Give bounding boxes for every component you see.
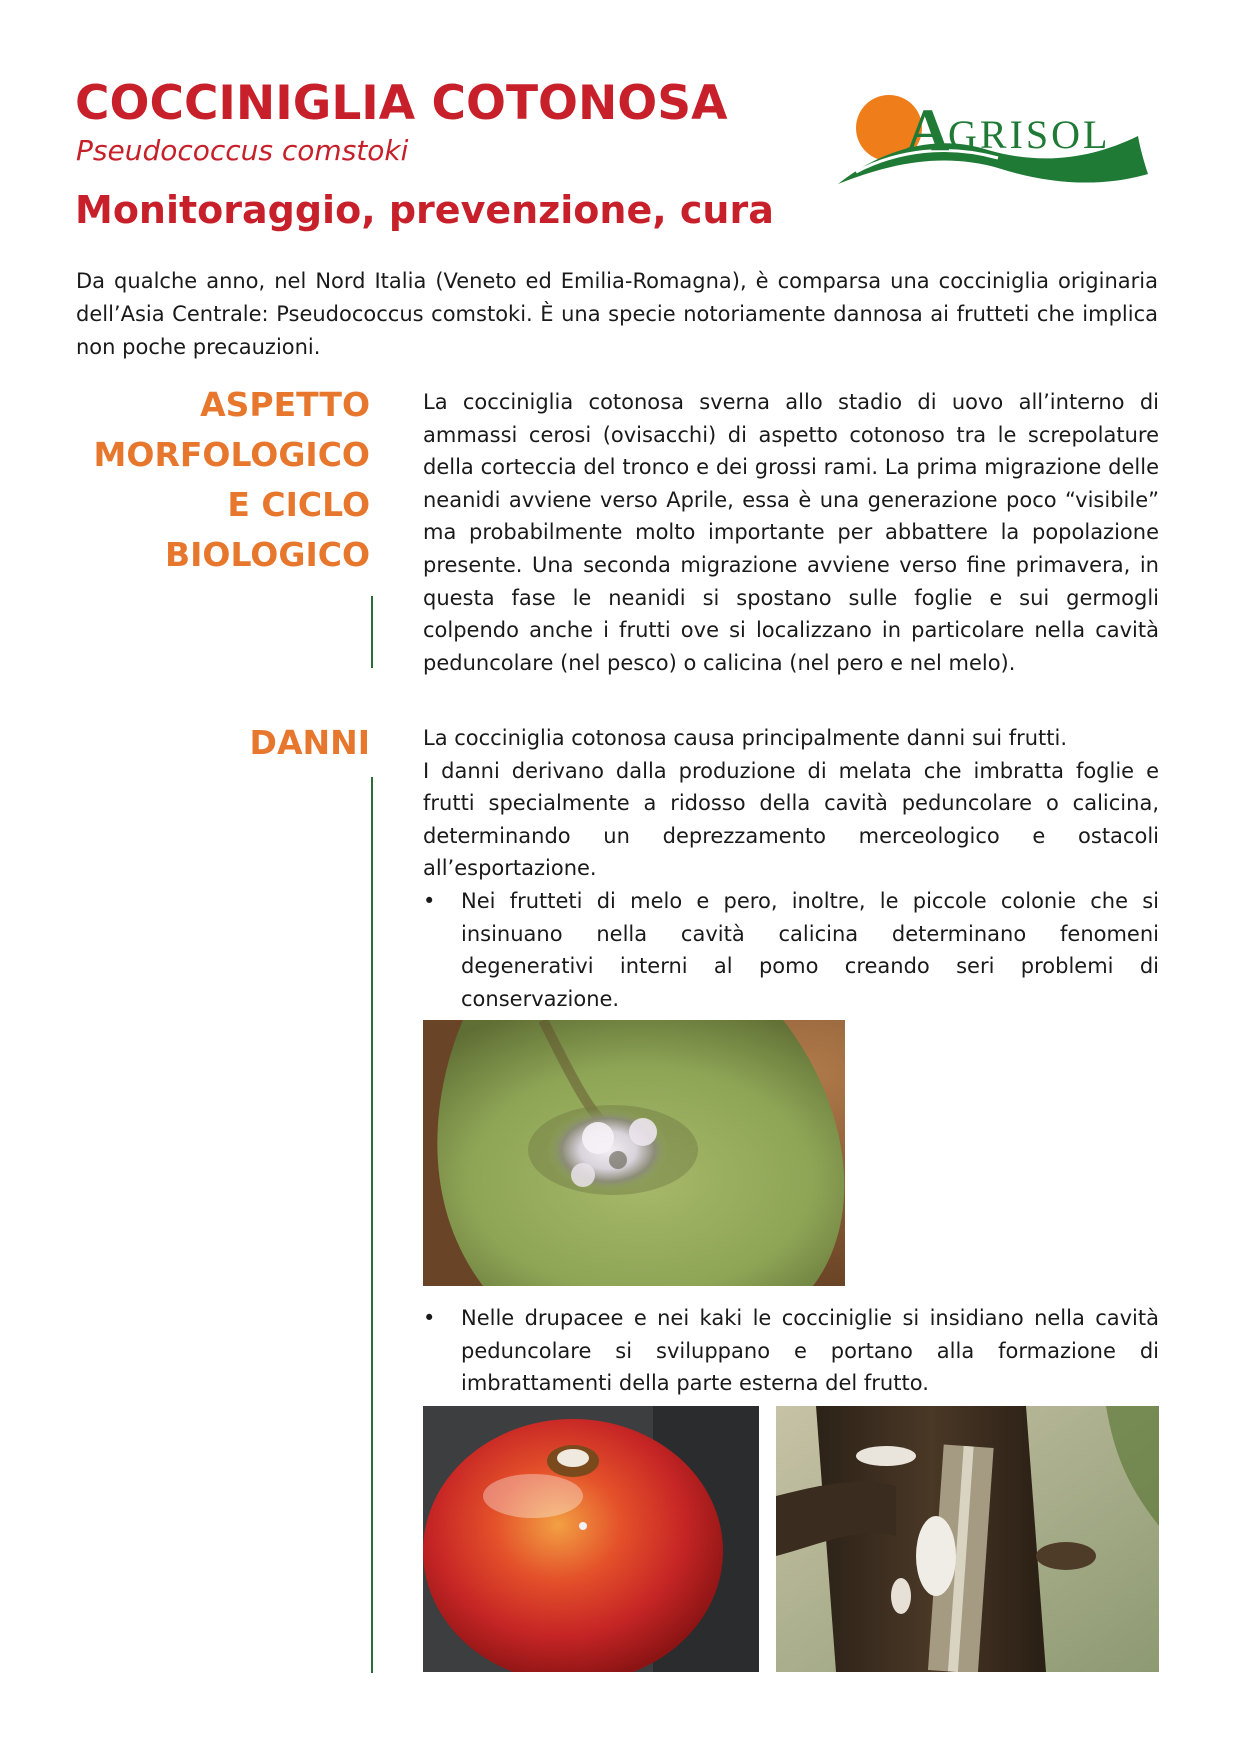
page-subheading: Monitoraggio, prevenzione, cura	[75, 188, 774, 232]
section-heading-line: DANNI	[249, 723, 370, 762]
logo-letter-a: A	[906, 97, 950, 163]
section-divider	[371, 777, 373, 1673]
photo-trunk	[776, 1406, 1159, 1672]
section-heading-line: MORFOLOGICO	[93, 435, 370, 474]
agrisol-logo-graphic	[838, 92, 1158, 192]
scientific-name: Pseudococcus comstoki	[76, 134, 409, 167]
bullet-item	[423, 885, 1159, 1015]
logo-text: GRISOL	[948, 112, 1111, 157]
page-title: COCCINIGLIA COTONOSA	[75, 76, 728, 131]
section-heading-line: BIOLOGICO	[164, 535, 370, 574]
bullet-icon: •	[423, 888, 436, 913]
paragraph: La cocciniglia cotonosa causa principalmente danni sui frutti.	[423, 726, 1068, 750]
agrisol-logo	[838, 92, 1158, 192]
section-heading-line: E CICLO	[227, 485, 370, 524]
bullet-item	[423, 1302, 1159, 1400]
bullet-text: Nelle drupacee e nei kaki le cocciniglie si insidiano nella cavità peduncolare si sviluppano e portano alla formazione di imbrattamenti della parte esterna del frutto.	[461, 1306, 1159, 1396]
paragraph: La cocciniglia cotonosa sverna allo stadio di uovo all’interno di ammassi cerosi (ovisacchi) di aspetto cotonoso tra le screpolature della corteccia del tronco e dei grossi rami. La prima migrazione delle neanidi avviene verso Aprile, essa è una generazione poco “visibile” ma probabilmente molto importante per abbattere la popolazione presente. Una seconda migrazione avviene verso fine primavera, in questa fase le neanidi si spostano sulle foglie e sui germogli colpendo anche i frutti ove si localizzano in particolare nella cavità peduncolare (nel pesco) o calicina (nel pero e nel melo).	[423, 390, 1159, 675]
section-text-danni-2	[423, 1302, 1159, 1400]
section-text-danni	[423, 722, 1159, 1015]
section-heading-line: ASPETTO	[200, 385, 370, 424]
paragraph: I danni derivano dalla produzione di melata che imbratta foglie e frutti specialmente a ridosso della cavità peduncolare o calicina, determinando un deprezzamento merceologico e ostacoli all’esportazione.	[423, 758, 1159, 881]
section-heading-danni	[250, 718, 370, 768]
section-text-morfologia	[423, 386, 1159, 679]
bullet-text: Nei frutteti di melo e pero, inoltre, le piccole colonie che si insinuano nella cavità calicina determinano fenomeni degenerativi interni al pomo creando seri problemi di conservazione.	[461, 888, 1159, 1011]
intro-paragraph: Da qualche anno, nel Nord Italia (Veneto ed Emilia-Romagna), è comparsa una cocciniglia originaria dell’Asia Centrale: Pseudococcus comstoki. È una specie notoriamente dannosa ai frutteti che implica non poche precauzioni.	[76, 269, 1158, 359]
photo-peach	[423, 1406, 759, 1672]
bullet-icon: •	[423, 1306, 436, 1330]
section-divider	[371, 596, 373, 668]
section-heading-morfologia	[94, 380, 370, 580]
photo-pear-calyx	[423, 1020, 845, 1286]
